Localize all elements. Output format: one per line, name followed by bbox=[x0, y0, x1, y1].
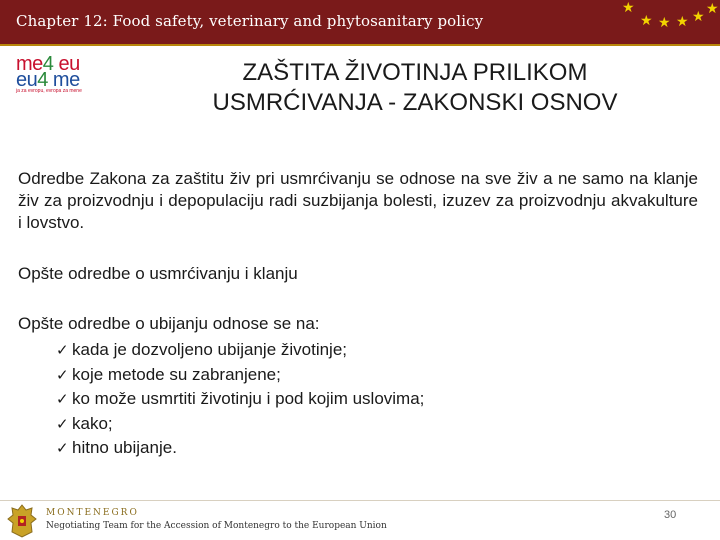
check-list bbox=[56, 338, 424, 461]
eu-stars-icon: ★ ★ ★ ★ ★ ★ bbox=[622, 0, 719, 31]
list-item: ✓ kako; bbox=[56, 412, 424, 437]
montenegro-crest-icon bbox=[4, 502, 40, 540]
list-item: ✓ hitno ubijanje. bbox=[56, 436, 424, 461]
header-bar bbox=[0, 0, 720, 46]
me4eu-logo bbox=[16, 54, 116, 98]
header-title: Chapter 12: Food safety, veterinary and phytosanitary policy bbox=[16, 12, 484, 30]
slide-title bbox=[150, 58, 680, 118]
footer-country: MONTENEGRO bbox=[46, 508, 139, 518]
logo-tagline: ja za evropu, evropa za mene bbox=[16, 88, 82, 94]
body-text bbox=[18, 168, 698, 234]
subheading-general-provisions: Opšte odredbe o usmrćivanju i klanju bbox=[18, 264, 298, 283]
checkmark-icon: ✓ bbox=[56, 439, 69, 457]
checkmark-icon: ✓ bbox=[56, 414, 69, 433]
checkmark-icon: ✓ bbox=[56, 341, 69, 359]
list-item: ✓ koje metode su zabranjene; bbox=[56, 363, 424, 388]
logo-line-1: me4 eu bbox=[16, 53, 80, 75]
footer-team: Negotiating Team for the Accession of Montenegro to the European Union bbox=[46, 521, 387, 531]
list-item: ✓ kada je dozvoljeno ubijanje životinje; bbox=[56, 338, 424, 363]
slide-title-line-1: ZAŠTITA ŽIVOTINJA PRILIKOM bbox=[242, 59, 588, 86]
checkmark-icon: ✓ bbox=[56, 365, 69, 384]
subheading-killing-provisions: Opšte odredbe o ubijanju odnose se na: bbox=[18, 314, 320, 333]
logo-line-2: eu4 me bbox=[16, 69, 80, 91]
slide-title-line-2: USMRĆIVANJA - ZAKONSKI OSNOV bbox=[212, 89, 618, 116]
list-item: ✓ ko može usmrtiti životinju i pod kojim uslovima; bbox=[56, 387, 424, 412]
page-number: 30 bbox=[664, 509, 677, 521]
intro-paragraph: Odredbe Zakona za zaštitu živ pri usmrćivanju se odnose na sve živ a ne samo na klanje živ za proizvodnju i depopulaciju radi suzbijanja bolesti, izuzev za proizvodnju akvakulture i lovstvo. bbox=[18, 169, 698, 232]
checkmark-icon: ✓ bbox=[56, 390, 69, 408]
footer-divider bbox=[0, 500, 720, 501]
